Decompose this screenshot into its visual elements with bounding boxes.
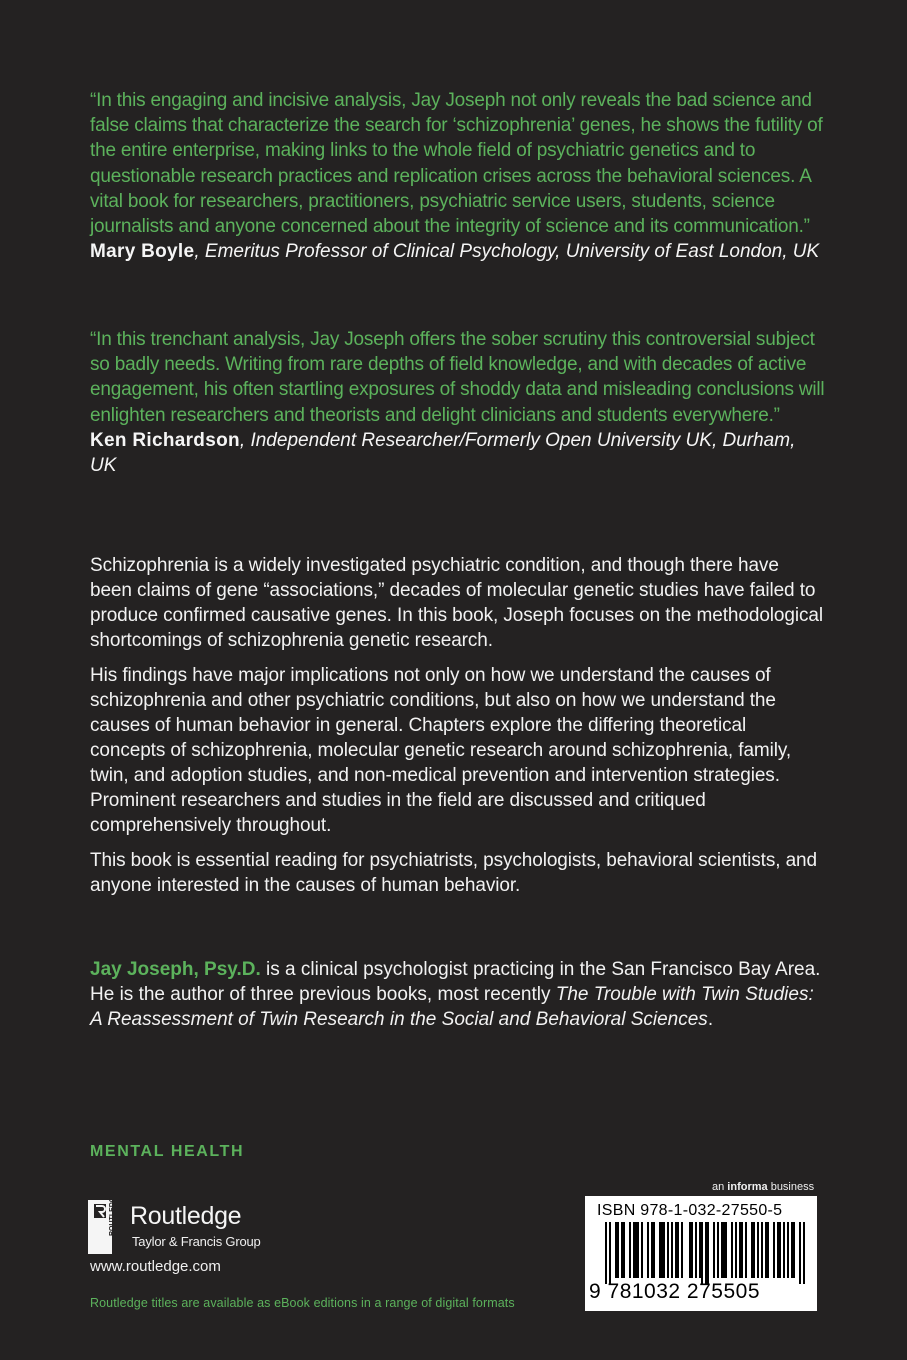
endorsement-quote: “In this engaging and incisive analysis, Jay Joseph not only reveals the bad science and false claims that characterize the search for ‘schizophrenia’ genes, he shows the futility of the entire enterprise, making links to the whole field of psychiatric genetics and to questionable research practices and replication crises across the behavioral sciences. A vital book for researchers, practitioners, psychiatric service users, students, science journalists and anyone concerned about the integrity of science and its communication.” [90,90,823,238]
barcode-bar [659,1222,661,1278]
barcode-bar [761,1222,763,1278]
endorsement-quote: “In this trenchant analysis, Jay Joseph offers the sober scrutiny this controversial subject so badly needs. Writing from rare depths of field knowledge, and with decades of active engagement, his often startling exposures of shoddy data and misleading conclusions will enlighten researchers and theorists and delight clinicians and students everywhere.” [90,329,825,426]
barcode-bar [637,1222,639,1278]
description-paragraph: His findings have major implications not only on how we understand the causes of schizophrenia and other psychiatric conditions, but also on how we understand the causes of human behavior in general. Chapters explore the differing theoretical concepts of schizophrenia, molecular genetic research around schizophrenia, family, twin, and adoption studies, and non-medical prevention and intervention strategies. Prominent researchers and studies in the field are discussed and critiqued comprehensively throughout. [90,665,792,836]
barcode-bar [717,1222,719,1278]
endorsement-1 [90,88,825,264]
barcode-bar [767,1222,769,1278]
description-paragraph: This book is essential reading for psychiatrists, psychologists, behavioral scientists, and anyone interested in the causes of human behavior. [90,850,817,896]
barcode-bar [633,1222,635,1278]
barcode-bar [723,1222,725,1278]
barcode-bar [791,1222,793,1278]
publisher-logo [88,1192,288,1256]
endorsement-2 [90,327,825,478]
barcode-bar [803,1222,805,1284]
endorsement-attribution [90,239,825,264]
barcode-bar [725,1222,727,1278]
barcode-bar [689,1222,691,1278]
barcode-bar [741,1222,743,1278]
description-paragraph: Schizophrenia is a widely investigated psychiatric condition, and though there have been claims of gene “associations,” decades of molecular genetic studies have failed to produce confirmed causative genes. In this book, Joseph focuses on the methodological shortcomings of schizophrenia genetic research. [90,555,823,651]
endorser-name: Ken Richardson [90,429,240,451]
barcode-bar [705,1222,707,1284]
author-bio-end: . [707,1009,714,1030]
barcode-bar [677,1222,679,1278]
author-book-title: The Trouble with Twin Studies: A Reassessment of Twin Research in the Social and Behavioral Sciences [90,984,814,1030]
barcode-bar [623,1222,625,1278]
barcode-bar [699,1222,701,1278]
barcode-bar [757,1222,759,1278]
barcode-bar [609,1222,611,1284]
informa-prefix: an [712,1181,728,1193]
endorser-affiliation: , Emeritus Professor of Clinical Psychology, University of East London, UK [194,241,820,263]
book-description [90,553,825,908]
publisher-group: Taylor & Francis Group [132,1234,261,1249]
barcode-digits: 9 781032 275505 [589,1280,760,1303]
barcode-bar [621,1222,623,1278]
author-bio-text [90,957,825,1032]
barcode-bar [691,1222,693,1278]
barcode-bar [779,1222,781,1278]
barcode-bar [671,1222,673,1278]
publisher-website[interactable]: www.routledge.com [90,1258,221,1275]
publisher-name: Routledge [130,1202,242,1230]
barcode-bar [675,1222,677,1278]
isbn-barcode [585,1196,817,1311]
barcode-bar [793,1222,795,1278]
barcode-bar [647,1222,649,1278]
barcode-bar [745,1222,747,1278]
barcode-bar [701,1222,703,1284]
endorsement-attribution [90,428,825,478]
routledge-mark-icon [88,1192,116,1254]
barcode-bar [735,1222,737,1278]
barcode-bar [787,1222,789,1278]
logo-mark-text: ROUTLEDGE [109,1192,116,1236]
barcode-bar [635,1222,637,1278]
barcode-bar [641,1222,643,1278]
informa-label [712,1181,814,1193]
barcode-bar [605,1222,607,1284]
barcode-bar [783,1222,785,1278]
barcode-bar [661,1222,663,1278]
barcode-bar [765,1222,767,1278]
isbn-label: ISBN 978-1-032-27550-5 [597,1202,783,1219]
author-bio [90,957,825,1032]
barcode-bar [713,1222,715,1278]
informa-suffix: business [767,1181,815,1193]
barcode-bar [707,1222,709,1284]
barcode-bar [731,1222,733,1278]
barcode-bars [605,1222,805,1284]
barcode-bar [721,1222,723,1278]
barcode-bar [773,1222,775,1278]
barcode-bar [777,1222,779,1278]
barcode-bar [663,1222,665,1278]
barcode-bar [653,1222,655,1278]
informa-brand: informa [727,1181,768,1193]
barcode-bar [617,1222,619,1278]
subject-category: MENTAL HEALTH [90,1143,245,1160]
barcode-bar [615,1222,617,1278]
ebook-note: Routledge titles are available as eBook editions in a range of digital formats [90,1296,515,1310]
barcode-bar [695,1222,697,1278]
barcode-bar [739,1222,741,1278]
barcode-bar [753,1222,755,1278]
author-bio-body: is a clinical psychologist practicing in the San Francisco Bay Area. He is the author of three previous books, most recently [90,959,821,1005]
barcode-bar [667,1222,669,1278]
barcode-bar [651,1222,653,1278]
endorser-affiliation: , Independent Researcher/Formerly Open University UK, Durham, UK [90,429,796,476]
endorser-name: Mary Boyle [90,241,195,263]
barcode-bar [751,1222,753,1278]
author-name: Jay Joseph, Psy.D. [90,959,261,980]
barcode-bar [799,1222,801,1284]
barcode-bar [681,1222,683,1278]
barcode-bar [629,1222,631,1278]
